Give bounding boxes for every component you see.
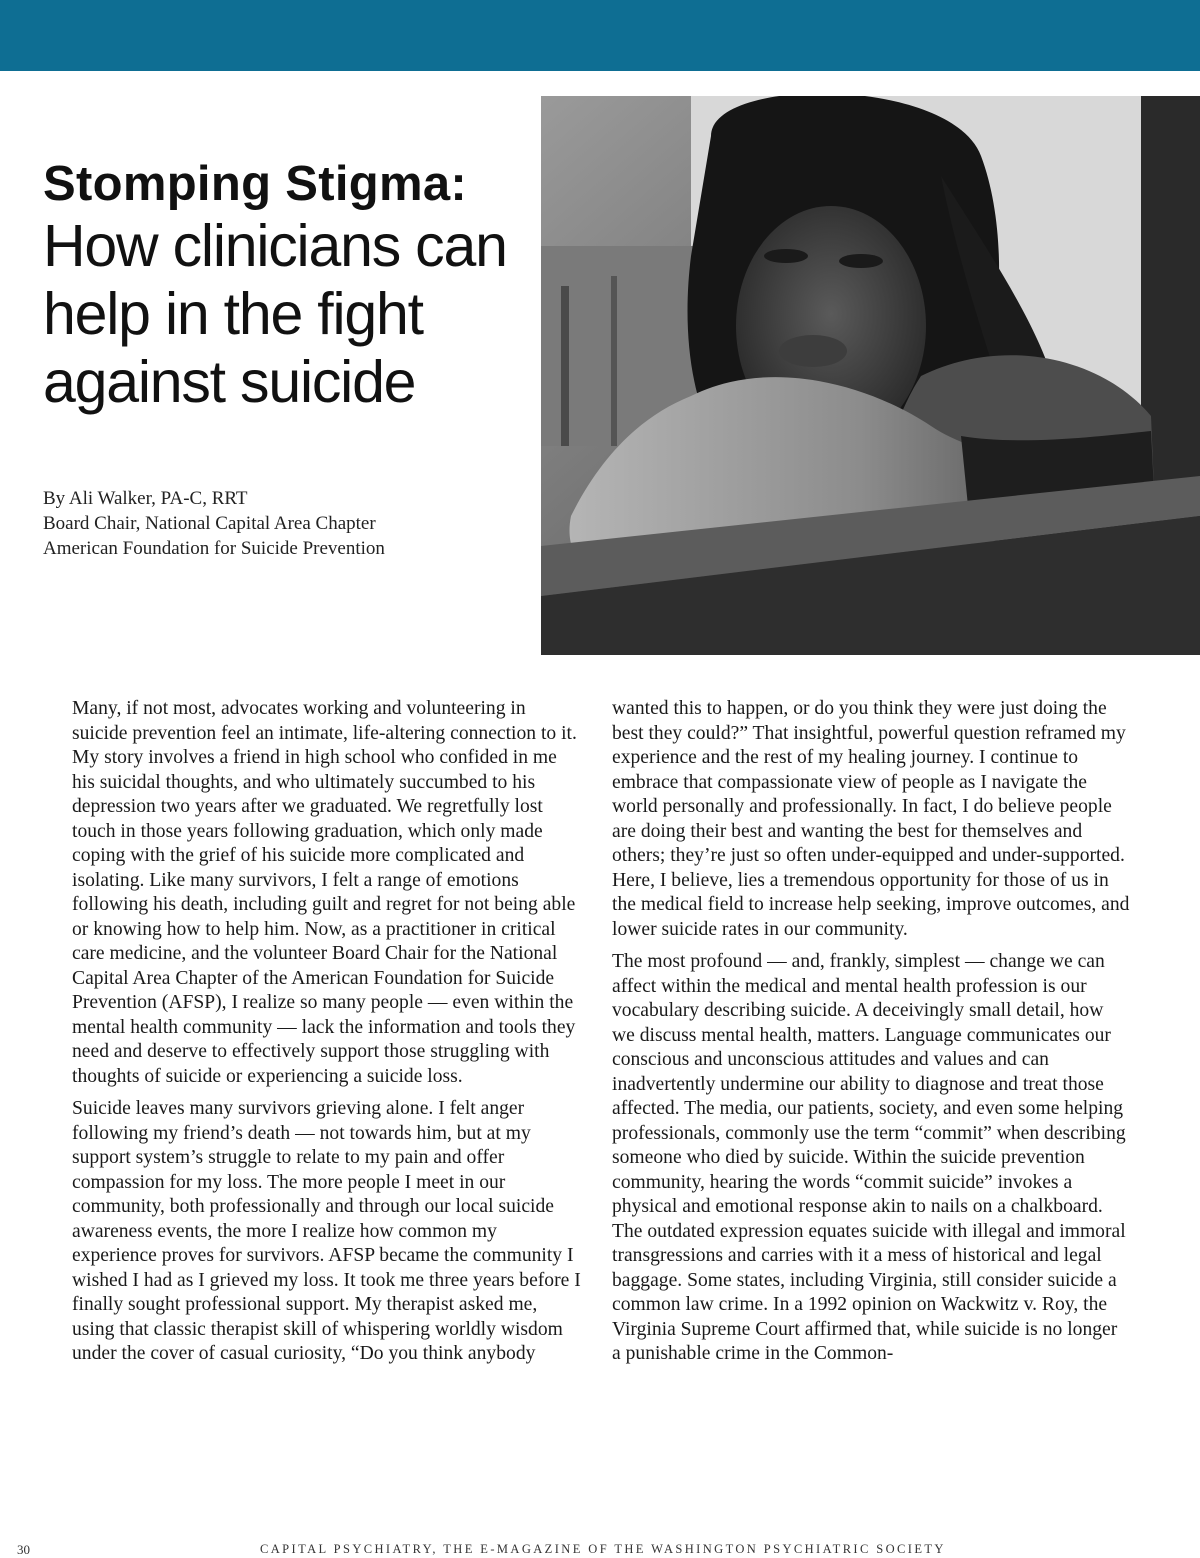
author-byline	[43, 486, 385, 561]
body-paragraph: Many, if not most, advocates working and volunteering in suicide prevention feel an intimate, life-altering connection to it. My story involves a friend in high school who confided in me his suicidal thoughts, and who ultimately succumbed to his depression two years after we graduated. We regretfully lost touch in those years following graduation, which only made coping with the grief of his suicide more complicated and isolating. Like many survivors, I felt a range of emotions following his death, including guilt and regret for not being able or knowing how to help him. Now, as a practitioner in critical care medicine, and the volunteer Board Chair for the National Capital Area Chapter of the American Foundation for Suicide Prevention (AFSP), I realize so many people — even within the mental health community — lack the information and tools they need and deserve to effectively support those struggling with thoughts of suicide or experiencing a suicide loss.	[72, 698, 577, 1087]
article-subtitle	[43, 212, 533, 416]
body-paragraph: wanted this to happen, or do you think they were just doing the best they could?” That insightful, powerful question reframed my experience and the rest of my healing journey. I continue to embrace that compassionate view of people as I navigate the world personally and professionally. In fact, I do believe people are doing their best and wanting the best for themselves and others; they’re just so often under-equipped and under-supported. Here, I believe, lies a tremendous opportunity for those of us in the medical field to increase help seeking, improve outcomes, and lower suicide rates in our community.	[612, 698, 1130, 940]
body-paragraph: Suicide leaves many survivors grieving alone. I felt anger following my friend’s death — not towards him, but at my support system’s struggle to relate to my pain and offer compassion for my loss. The more people I meet in our community, both professionally and through our local suicide awareness events, the more I realize how common my experience proves for survivors. AFSP became the community I wished I had as I grieved my loss. It took me three years before I finally sought professional support. My therapist asked me, using that classic therapist skill of whispering worldly wisdom under the cover of casual curiosity, “Do you think anybody	[72, 1098, 581, 1364]
subtitle-line: help in the fight	[43, 281, 423, 347]
page-number: 30	[17, 1542, 30, 1557]
body-paragraph: The most profound — and, frankly, simplest — change we can affect within the medical and mental health profession is our vocabulary describing suicide. A deceivingly small detail, how we discuss mental health, matters. Language communicates our conscious and unconscious attitudes and values and can inadvertently undermine our ability to diagnose and treat those affected. The media, our patients, society, and even some helping professionals, commonly use the term “commit” when describing someone who died by suicide. Within the suicide prevention community, hearing the words “commit suicide” invokes a physical and emotional response akin to nails on a chalkboard. The outdated expression equates suicide with illegal and immoral transgressions and carries with it a mess of historical and legal baggage. Some states, including Virginia, still consider suicide a common law crime. In a 1992 opinion on Wackwitz v. Roy, the Virginia Supreme Court affirmed that, while suicide is no longer a punishable crime in the Common-	[612, 951, 1126, 1364]
byline-line: Board Chair, National Capital Area Chapter	[43, 513, 376, 534]
portrait-photo-icon	[541, 96, 1200, 655]
header-color-bar	[0, 0, 1200, 71]
footer-publication-title: CAPITAL PSYCHIATRY, THE E-MAGAZINE OF THE WASHINGTON PSYCHIATRIC SOCIETY	[260, 1542, 946, 1556]
article-title: Stomping Stigma:	[43, 157, 468, 211]
subtitle-line: How clinicians can	[43, 213, 507, 279]
article-column-right	[612, 697, 1130, 1375]
byline-line: By Ali Walker, PA-C, RRT	[43, 488, 248, 509]
article-photo	[541, 96, 1200, 655]
article-column-left	[72, 697, 584, 1375]
byline-line: American Foundation for Suicide Prevention	[43, 538, 385, 559]
article-title-block	[43, 156, 533, 416]
subtitle-line: against suicide	[43, 349, 416, 415]
